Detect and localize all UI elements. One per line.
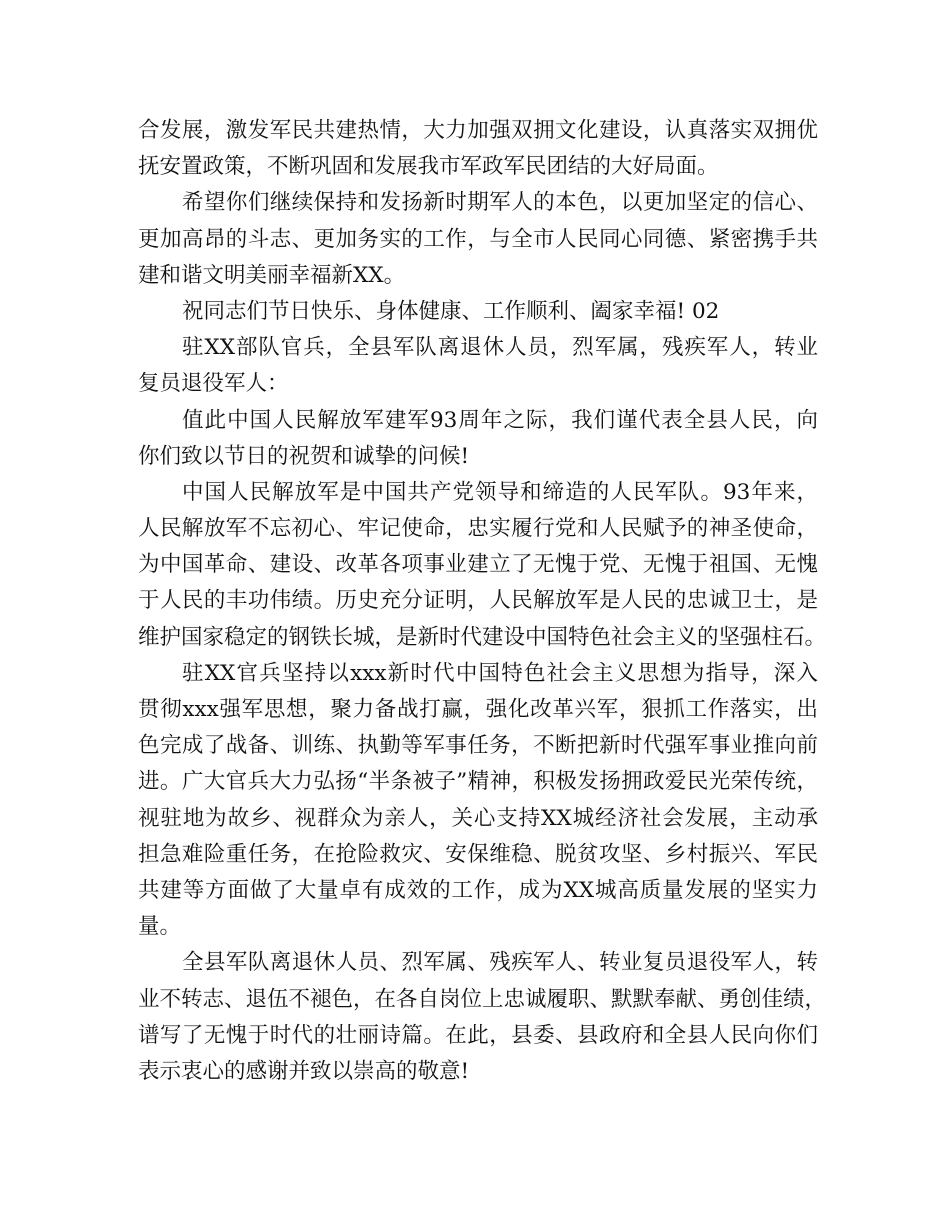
text-line: 全县军队离退休人员、烈军属、残疾军人、转业复员退役军人，转	[182, 950, 818, 976]
text-line: 建和谐文明美丽幸福新XX。	[138, 262, 406, 288]
text-line: 合发展，激发军民共建热情，大力加强双拥文化建设，认真落实双拥优	[138, 118, 818, 143]
text-line: 业不转志、退伍不褪色，在各自岗位上忠诚履职、默默奉献、勇创佳绩，	[138, 986, 827, 1012]
text-line: 贯彻xxx强军思想，聚力备战打赢，强化改革兴军，狠抓工作落实，出	[138, 697, 818, 722]
document-body	[138, 113, 827, 1090]
text-line: 祝同志们节日快乐、身体健康、工作顺利、阖家幸福! 02	[182, 298, 720, 324]
text-line: 驻XX官兵坚持以xxx新时代中国特色社会主义思想为指导，深入	[182, 660, 818, 686]
text-line: 进。广大官兵大力弘扬“半条被子”精神，积极发扬拥政爱民光荣传统，	[138, 769, 818, 795]
text-line: 共建等方面做了大量卓有成效的工作，成为XX城高质量发展的坚实力	[138, 877, 818, 903]
text-line: 复员退役军人：	[138, 371, 289, 397]
text-line: 担急难险重任务，在抢险救灾、安保维稳、脱贫攻坚、乡村振兴、军民	[138, 841, 818, 867]
text-line: 抚安置政策，不断巩固和发展我市军政军民团结的大好局面。	[138, 154, 719, 180]
text-line: 中国人民解放军是中国共产党领导和缔造的人民军队。93年来，	[182, 479, 818, 505]
text-line: 希望你们继续保持和发扬新时期军人的本色，以更加坚定的信心、	[182, 190, 818, 216]
text-line: 维护国家稳定的钢铁长城，是新时代建设中国特色社会主义的坚强柱石。	[138, 624, 827, 650]
text-line: 表示衷心的感谢并致以崇高的敬意!	[138, 1058, 470, 1084]
text-line: 色完成了战备、训练、执勤等军事任务，不断把新时代强军事业推向前	[138, 733, 818, 759]
text-line: 于人民的丰功伟绩。历史充分证明，人民解放军是人民的忠诚卫士，是	[138, 588, 818, 614]
text-line: 视驻地为故乡、视群众为亲人，关心支持XX城经济社会发展，主动承	[138, 805, 818, 831]
text-line: 更加高昂的斗志、更加务实的工作，与全市人民同心同德、紧密携手共	[138, 226, 818, 252]
text-line: 量。	[138, 914, 182, 940]
text-line: 人民解放军不忘初心、牢记使命，忠实履行党和人民赋予的神圣使命，	[138, 516, 818, 542]
text-line: 你们致以节日的祝贺和诚挚的问候!	[138, 443, 470, 469]
text-line: 驻XX部队官兵，全县军队离退休人员，烈军属，残疾军人，转业	[182, 335, 818, 361]
text-line: 谱写了无愧于时代的壮丽诗篇。在此，县委、县政府和全县人民向你们	[138, 1022, 818, 1048]
text-line: 值此中国人民解放军建军93周年之际，我们谨代表全县人民，向	[182, 407, 818, 433]
text-line: 为中国革命、建设、改革各项事业建立了无愧于党、无愧于祖国、无愧	[138, 552, 818, 578]
